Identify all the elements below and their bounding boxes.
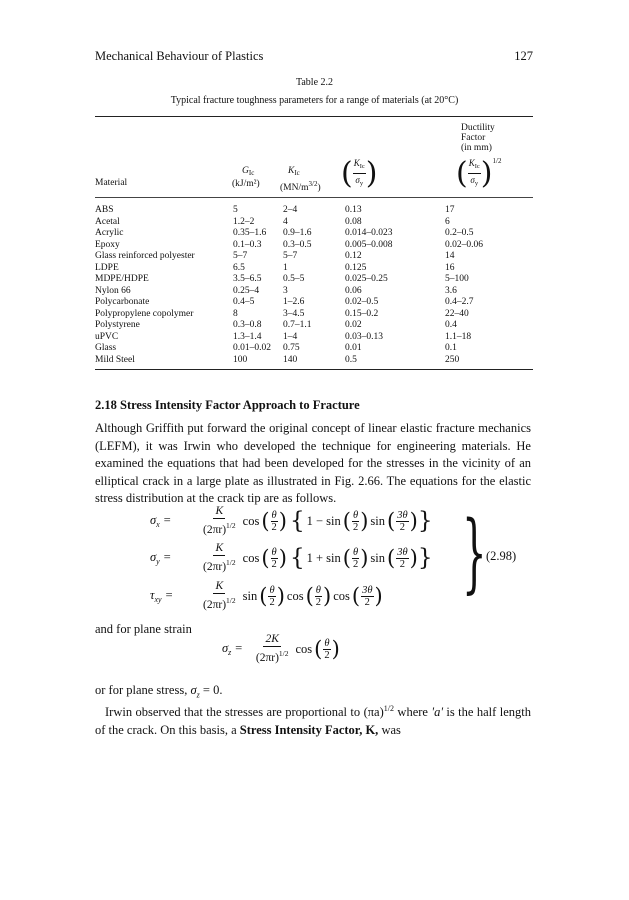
irwin-bold-term: Stress Intensity Factor, K, — [239, 722, 379, 737]
cell-g1c: 0.1–0.3 — [233, 239, 262, 250]
ratio-den-sub: y — [359, 180, 364, 187]
table-row — [95, 286, 535, 298]
cell-material: Glass reinforced polyester — [95, 251, 195, 261]
table-caption: Typical fracture toughness parameters for a range of materials (at 20°C) — [170, 95, 459, 106]
eq-xy-3theta-frac — [361, 585, 373, 608]
plane-stress-sub: z — [196, 690, 200, 700]
ductility-num-sub: Ic — [474, 163, 480, 170]
eq-x-lhs: $\sigma_x$ = — [150, 513, 172, 529]
equation-sigma-x — [150, 505, 432, 537]
k1c-subscript: Ic — [294, 169, 300, 177]
cell-ductility: 250 — [445, 354, 460, 365]
irwin-exp: 1/2 — [383, 704, 394, 713]
eq-x-lbrace: { — [289, 507, 305, 534]
eq-xy-frac-num: K — [215, 580, 224, 592]
eq-y-sub: y — [156, 557, 160, 566]
eq-y-theta-frac — [271, 547, 278, 570]
eq-xy-3theta: 3θ — [362, 584, 373, 596]
cell-k1c: 3–4.5 — [283, 308, 305, 319]
cell-material: Mild Steel — [95, 354, 135, 365]
eq-z-den-base: (2πr) — [255, 652, 279, 664]
g1c-subscript: Ic — [248, 169, 255, 177]
cell-ductility: 3.6 — [445, 285, 457, 296]
cell-k1c: 140 — [283, 354, 298, 365]
cell-g1c: 6.5 — [233, 262, 245, 273]
equation-group-brace: } — [462, 503, 487, 603]
k1c-unit-close: ) — [317, 183, 321, 193]
eq-y-theta2: θ — [352, 546, 359, 558]
cell-k1c: 0.3–0.5 — [283, 239, 312, 250]
cell-k1c: 1–4 — [283, 331, 298, 342]
table-label: Table 2.2 — [295, 77, 334, 88]
cell-material: Epoxy — [95, 239, 120, 250]
eq-xy-theta2: θ — [315, 584, 321, 596]
paragraph-intro: Although Griffith put forward the original concept of linear elastic fracture mechanics (LEFM), it was Irwin who developed the technique for engineering materials. He examined the equations that had been developed for the stresses in the vicinity of an elliptical crack in a large plate as illustrated in Fig. 2.66. The equations for the elastic stress distribution at the crack tip are as follows. — [95, 421, 531, 505]
cell-g1c: 3.5–6.5 — [233, 274, 262, 284]
table-row — [95, 309, 535, 321]
eq-y-lparen2: ( — [342, 545, 351, 570]
cell-ductility: 6 — [445, 216, 450, 227]
eq-xy-theta-frac2 — [315, 585, 322, 608]
cell-k1c: 0.7–1.1 — [283, 320, 312, 330]
eq-xy-sub: xy — [154, 595, 162, 604]
eq-y-theta-frac2 — [352, 547, 359, 570]
eq-z-lhs: $\sigma_z$ = — [222, 641, 243, 657]
eq-z-frac-num: 2K — [265, 633, 279, 645]
table-bottom-rule — [95, 369, 533, 370]
eq-x-two: 2 — [271, 521, 277, 533]
eq-x-rparen3: ) — [409, 508, 418, 533]
cell-ratio: 0.02 — [345, 320, 362, 330]
table-row — [95, 240, 535, 252]
cell-material: Polypropylene copolymer — [95, 308, 194, 319]
cell-ratio: 0.06 — [345, 285, 362, 296]
cell-k1c: 1 — [283, 262, 288, 273]
cell-ductility: 5–100 — [445, 274, 469, 284]
ductility-right-paren: ) — [480, 155, 493, 191]
cell-ratio: 0.5 — [345, 354, 357, 365]
cell-k1c: 2–4 — [283, 205, 298, 215]
cell-ratio: 0.12 — [345, 251, 362, 261]
plane-stress-var: σ — [190, 683, 197, 697]
cell-ductility: 16 — [445, 262, 455, 273]
ratio-num-symbol: K — [353, 158, 360, 168]
k1c-unit-base: (MN/m — [280, 183, 309, 193]
eq-xy-lhs: $\tau_{xy}$ = — [150, 588, 174, 604]
cell-material: Acetal — [95, 216, 120, 227]
eq-y-two3: 2 — [399, 558, 406, 570]
eq-xy-cos2: cos — [333, 588, 350, 603]
eq-z-frac-den — [254, 647, 291, 665]
eq-y-frac-num: K — [215, 542, 224, 554]
eq-y-two2: 2 — [352, 558, 359, 570]
cell-ductility: 17 — [445, 205, 455, 215]
cell-g1c: 0.3–0.8 — [233, 320, 262, 330]
eq-y-one-plus-sin: 1 + sin — [306, 550, 341, 565]
cell-material: Polystyrene — [95, 320, 140, 330]
equation-tau-xy — [150, 580, 383, 612]
ductility-exponent: 1/2 — [492, 156, 502, 165]
cell-ratio: 0.15–0.2 — [345, 308, 379, 319]
eq-xy-two2: 2 — [315, 596, 322, 608]
header-k1c — [288, 166, 300, 178]
eq-x-theta-frac2 — [352, 510, 359, 533]
cell-material: Nylon 66 — [95, 285, 131, 296]
eq-xy-theta: θ — [269, 584, 275, 596]
irwin-text-2: where — [394, 705, 432, 719]
cell-ratio: 0.005–0.008 — [345, 239, 393, 250]
cell-g1c: 0.25–4 — [233, 285, 260, 296]
cell-ratio: 0.125 — [345, 262, 367, 273]
plane-stress-prefix: or for plane stress, — [95, 683, 191, 697]
eq-z-rparen: ) — [331, 636, 340, 661]
ratio-numerator — [353, 158, 366, 174]
eq-x-frac-num: K — [215, 505, 224, 517]
table-row — [95, 228, 535, 240]
paragraph-irwin — [95, 700, 531, 739]
table-row — [95, 274, 535, 286]
eq-z-symbol: σ — [222, 641, 229, 655]
cell-ratio: 0.014–0.023 — [345, 228, 393, 238]
cell-g1c: 0.01–0.02 — [233, 343, 271, 353]
irwin-text-4: was — [378, 722, 401, 737]
cell-k1c: 0.9–1.6 — [283, 228, 312, 238]
cell-ductility: 0.4 — [445, 320, 457, 330]
eq-xy-lparen3: ( — [351, 583, 361, 608]
eq-x-one-minus-sin: 1 − sin — [306, 513, 341, 528]
eq-x-two2: 2 — [352, 521, 359, 533]
eq-x-rparen: ) — [278, 508, 287, 533]
chapter-title: Mechanical Behaviour of Plastics — [95, 49, 264, 63]
eq-x-den-exp: 1/2 — [226, 521, 236, 530]
eq-x-symbol: σ — [150, 513, 157, 527]
cell-g1c: 100 — [233, 354, 248, 365]
cell-material: Glass — [95, 343, 117, 353]
eq-z-den-exp: 1/2 — [278, 649, 289, 658]
cell-ratio: 0.08 — [345, 216, 362, 227]
ratio-num-sub: Ic — [359, 163, 365, 170]
eq-y-theta: θ — [271, 546, 277, 558]
eq-x-cos: cos — [242, 513, 260, 528]
cell-ductility: 0.1 — [445, 343, 457, 353]
toughness-table-body — [95, 205, 535, 366]
eq-y-rparen2: ) — [360, 545, 369, 570]
plane-strain-line: and for plane strain — [95, 622, 192, 636]
eq-y-rparen: ) — [278, 545, 287, 570]
header-ductility-line2: Factor — [461, 133, 486, 143]
cell-ductility: 14 — [445, 251, 455, 261]
eq-x-lparen2: ( — [342, 508, 351, 533]
eq-y-rparen3: ) — [409, 545, 418, 570]
table-row — [95, 343, 535, 355]
header-ductility-formula — [456, 155, 502, 191]
irwin-a: 'a' — [431, 705, 443, 719]
eq-y-symbol: σ — [150, 550, 157, 564]
eq-y-lparen: ( — [261, 545, 270, 570]
cell-ductility: 0.02–0.06 — [445, 239, 483, 250]
cell-ductility: 0.4–2.7 — [445, 297, 474, 307]
page-number: 127 — [514, 49, 533, 63]
eq-xy-rparen: ) — [276, 583, 285, 608]
eq-xy-two: 2 — [269, 596, 275, 608]
eq-xy-frac-den — [201, 594, 238, 612]
header-material: Material — [95, 178, 128, 188]
eq-x-lparen3: ( — [387, 508, 396, 533]
eq-xy-lparen2: ( — [305, 583, 314, 608]
ductility-num-symbol: K — [468, 158, 475, 168]
cell-ductility: 1.1–18 — [445, 331, 472, 342]
cell-material: MDPE/HDPE — [95, 274, 149, 284]
equation-number: (2.98) — [486, 549, 517, 563]
ratio-left-paren: ( — [341, 155, 353, 191]
cell-k1c: 0.5–5 — [283, 274, 305, 284]
cell-ratio: 0.025–0.25 — [345, 274, 388, 284]
ratio-denominator — [355, 174, 363, 189]
eq-z-two: 2 — [324, 649, 330, 661]
eq-z-theta-frac — [323, 638, 330, 661]
table-row — [95, 320, 535, 332]
eq-y-lparen3: ( — [387, 545, 396, 570]
eq-z-theta: θ — [324, 637, 330, 649]
header-g1c — [242, 166, 254, 178]
eq-xy-sin: sin — [242, 588, 258, 603]
eq-y-frac — [201, 542, 238, 574]
equation-sigma-y — [150, 542, 432, 574]
eq-xy-symbol: τ — [150, 588, 155, 602]
ductility-fraction — [468, 158, 481, 189]
cell-ratio: 0.03–0.13 — [345, 331, 383, 342]
eq-xy-rparen3: ) — [374, 583, 383, 608]
eq-z-cos: cos — [295, 641, 313, 656]
eq-x-rparen2: ) — [360, 508, 369, 533]
header-ductility-line1: Ductility — [461, 123, 495, 133]
g1c-symbol: G — [242, 166, 249, 176]
eq-z-frac — [254, 633, 291, 665]
table-row — [95, 297, 535, 309]
cell-k1c: 3 — [283, 285, 288, 296]
eq-y-sin: sin — [370, 550, 385, 565]
cell-g1c: 1.3–1.4 — [233, 331, 262, 342]
eq-xy-two3: 2 — [364, 596, 370, 608]
eq-xy-rparen2: ) — [323, 583, 332, 608]
eq-y-two: 2 — [271, 558, 277, 570]
eq-x-rbrace: } — [417, 507, 433, 534]
cell-g1c: 5–7 — [233, 251, 248, 261]
eq-y-3theta-frac — [396, 547, 408, 570]
eq-x-lparen: ( — [261, 508, 270, 533]
eq-x-3theta-frac — [396, 510, 408, 533]
cell-material: uPVC — [95, 331, 119, 342]
cell-material: Acrylic — [95, 228, 124, 238]
toughness-table — [95, 205, 535, 366]
header-k1c-unit — [280, 179, 321, 193]
eq-x-3theta: 3θ — [397, 509, 408, 521]
eq-y-den-exp: 1/2 — [226, 558, 236, 567]
ratio-den-symbol: σ — [355, 175, 360, 185]
eq-z-sub: z — [228, 648, 232, 657]
equation-block-2-98 — [150, 505, 530, 615]
ratio-right-paren: ) — [365, 155, 378, 191]
eq-y-cos: cos — [242, 550, 260, 565]
ductility-numerator — [468, 158, 481, 174]
irwin-text-3: is the half length of the crack. On this basis, a — [95, 705, 531, 737]
cell-k1c: 0.75 — [283, 343, 300, 353]
eq-xy-cos: cos — [286, 588, 304, 603]
cell-g1c: 0.35–1.6 — [233, 228, 267, 238]
running-head — [95, 49, 533, 64]
k1c-symbol: K — [288, 166, 295, 176]
eq-x-frac — [201, 505, 238, 537]
eq-x-two3: 2 — [399, 521, 406, 533]
eq-y-frac-den — [201, 556, 238, 574]
cell-g1c: 8 — [233, 308, 238, 319]
eq-y-lbrace: { — [289, 544, 305, 571]
eq-xy-frac — [201, 580, 238, 612]
cell-g1c: 5 — [233, 205, 238, 215]
cell-ductility: 0.2–0.5 — [445, 228, 474, 238]
ratio-fraction — [353, 158, 366, 189]
cell-k1c: 5–7 — [283, 251, 298, 261]
eq-xy-theta-frac — [268, 585, 275, 608]
table-row — [95, 205, 535, 217]
ductility-left-paren: ( — [456, 155, 468, 191]
equation-sigma-z — [222, 633, 340, 665]
table-row — [95, 332, 535, 344]
cell-k1c: 4 — [283, 216, 288, 227]
eq-xy-den-exp: 1/2 — [226, 596, 236, 605]
eq-xy-den-base: (2πr) — [203, 599, 227, 611]
cell-ratio: 0.01 — [345, 343, 362, 353]
cell-material: Polycarbonate — [95, 297, 150, 307]
eq-y-3theta: 3θ — [397, 546, 408, 558]
eq-y-lhs: $\sigma_y$ = — [150, 550, 172, 566]
section-heading: 2.18 Stress Intensity Factor Approach to Fracture — [95, 398, 360, 412]
header-ratio — [341, 155, 378, 191]
table-top-rule — [95, 116, 533, 117]
cell-material: ABS — [95, 205, 114, 215]
eq-y-den-base: (2πr) — [203, 561, 227, 573]
table-row — [95, 355, 535, 367]
eq-y-rbrace: } — [417, 544, 433, 571]
eq-x-theta2: θ — [352, 509, 359, 521]
eq-x-frac-den — [201, 519, 238, 537]
eq-x-theta: θ — [271, 509, 277, 521]
cell-ratio: 0.02–0.5 — [345, 297, 379, 307]
table-row — [95, 251, 535, 263]
irwin-text-1: Irwin observed that the stresses are proportional to — [105, 705, 364, 719]
cell-material: LDPE — [95, 262, 119, 273]
eq-x-sin: sin — [370, 513, 385, 528]
eq-z-lparen: ( — [314, 636, 323, 661]
ductility-denominator — [470, 174, 478, 189]
cell-ductility: 22–40 — [445, 308, 469, 319]
irwin-pi-a: (πa) — [363, 705, 384, 719]
cell-ratio: 0.13 — [345, 205, 362, 215]
cell-g1c: 1.2–2 — [233, 216, 255, 227]
eq-x-theta-frac — [271, 510, 278, 533]
k1c-unit-exp: 3/2 — [308, 180, 318, 188]
header-ductility-line3: (in mm) — [461, 143, 492, 153]
cell-g1c: 0.4–5 — [233, 297, 255, 307]
plane-stress-suffix: = 0. — [199, 683, 223, 697]
table-row — [95, 263, 535, 275]
ductility-den-symbol: σ — [470, 175, 475, 185]
header-g1c-unit: (kJ/m²) — [232, 179, 260, 189]
eq-x-sub: x — [156, 520, 160, 529]
eq-xy-lparen: ( — [259, 583, 268, 608]
table-row — [95, 217, 535, 229]
ductility-den-sub: y — [474, 180, 479, 187]
eq-x-den-base: (2πr) — [203, 524, 227, 536]
cell-k1c: 1–2.6 — [283, 297, 305, 307]
table-header-rule — [95, 197, 533, 198]
